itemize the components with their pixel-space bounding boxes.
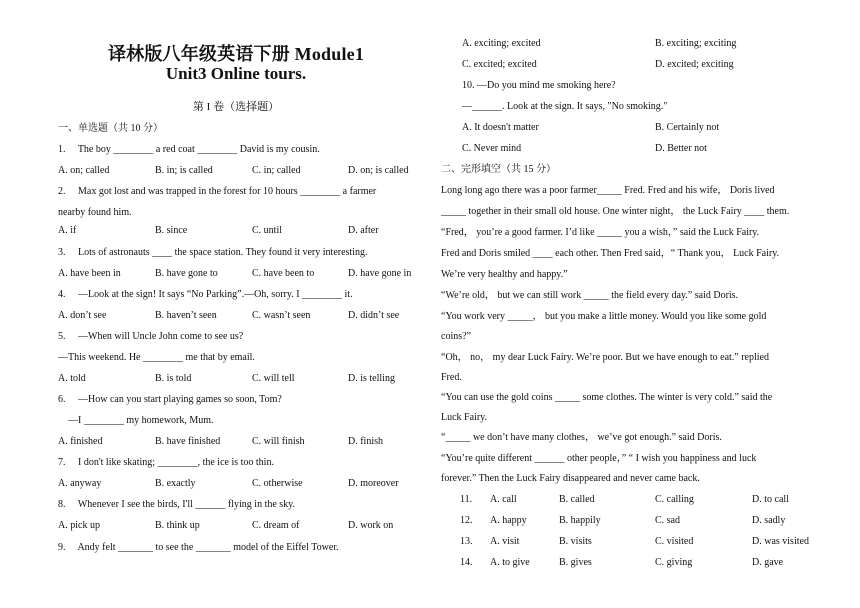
option-b: B. Certainly not [655,122,720,133]
passage-line: “You work very _____， but you make a little money. Would you like some gold [441,311,767,322]
option-b: B. is told [155,373,192,384]
option-b: B. have gone to [155,268,218,279]
option-d: D. have gone in [348,268,412,279]
option-b: B. visits [559,536,592,547]
question-1-stem: 1. The boy ________ a red coat ________ David is my cousin. [58,144,320,155]
passage-line: “You can use the gold coins _____ some clothes. The winter is very cold.” said the [441,392,773,403]
passage-line: Fred and Doris smiled ____ each other. Then Fred said，“ Thank you， Luck Fairy. [441,248,780,259]
option-d: D. on; is called [348,165,409,176]
question-3-stem: 3. Lots of astronauts ____ the space station. They found it very interesting. [58,247,368,258]
option-a: A. finished [58,436,103,447]
option-a: A. to give [490,557,530,568]
page-title: 译林版八年级英语下册 Module1 [107,44,365,64]
question-number: 13. [460,536,473,547]
question-6-stem: 6. —How can you start playing games so soon, Tom? [58,394,282,405]
passage-line: “You’re quite different ______ other people，” “ I wish you happiness and luck [441,453,757,464]
passage-line: Long long ago there was a poor farmer_____ Fred. Fred and his wife， Doris lived [441,185,775,196]
option-d: D. is telling [348,373,395,384]
option-d: D. moreover [348,478,399,489]
option-c: C. Never mind [462,143,522,154]
option-b: B. exciting; exciting [655,38,737,49]
question-5-stem-cont: —This weekend. He ________ me that by email. [58,352,255,363]
option-d: D. to call [752,494,789,505]
question-number: 14. [460,557,473,568]
option-a: A. have been in [58,268,121,279]
option-d: D. excited; exciting [655,59,734,70]
option-d: D. after [348,225,379,236]
option-c: C. otherwise [252,478,303,489]
option-a: A. don’t see [58,310,107,321]
passage-line: “Oh， no， my dear Luck Fairy. We’re poor. But we have enough to eat.” replied [441,352,769,363]
passage-line: Luck Fairy. [441,412,488,423]
passage-line: We’re very healthy and happy.” [441,269,568,280]
question-10-stem: 10. —Do you mind me smoking here? [462,80,616,91]
section2-heading: 二、完形填空（共 15 分） [441,164,556,175]
option-c: C. until [252,225,283,236]
question-5-stem: 5. —When will Uncle John come to see us? [58,331,244,342]
option-a: A. if [58,225,77,236]
passage-line: “Fred， you’re a good farmer. I’d like _____ you a wish，” said the Luck Fairy. [441,227,760,238]
question-2-stem-cont: nearby found him. [58,207,132,218]
passage-line: coins?” [441,331,471,342]
option-d: D. was visited [752,536,809,547]
option-a: A. told [58,373,86,384]
option-a: A. visit [490,536,520,547]
option-a: A. It doesn't matter [462,122,539,133]
option-d: D. didn’t see [348,310,400,321]
option-c: C. giving [655,557,693,568]
question-10-stem-cont: —______. Look at the sign. It says, "No smoking." [462,101,668,112]
option-d: D. sadly [752,515,786,526]
question-6-stem-cont: —I ________ my homework, Mum. [58,415,214,426]
option-b: B. happily [559,515,601,526]
option-d: D. work on [348,520,394,531]
option-a: A. exciting; excited [462,38,541,49]
option-a: A. pick up [58,520,100,531]
option-b: B. exactly [155,478,196,489]
question-8-stem: 8. Whenever I see the birds, I'll ______ flying in the sky. [58,499,296,510]
option-c: C. will finish [252,436,305,447]
passage-line: “_____ we don’t have many clothes， we’ve got enough.” said Doris. [441,432,722,443]
option-a: A. anyway [58,478,102,489]
option-d: D. Better not [655,143,707,154]
passage-line: “We’re old， but we can still work _____ the field every day.” said Doris. [441,290,739,301]
option-a: A. on; called [58,165,110,176]
option-b: B. have finished [155,436,221,447]
question-4-stem: 4. —Look at the sign! It says “No Parking”.—Oh, sorry. I ________ it. [58,289,353,300]
option-c: C. dream of [252,520,300,531]
option-b: B. gives [559,557,592,568]
option-c: C. will tell [252,373,295,384]
option-d: D. gave [752,557,784,568]
option-c: C. in; called [252,165,301,176]
page-subtitle: Unit3 Online tours. [165,64,307,83]
option-d: D. finish [348,436,383,447]
option-a: A. call [490,494,517,505]
passage-line: _____ together in their small old house. One winter night， the Luck Fairy ____ them. [441,206,790,217]
section1-heading: 一、单选题（共 10 分） [58,123,163,134]
option-c: C. excited; excited [462,59,537,70]
passage-line: forever.” Then the Luck Fairy disappeared and never came back. [441,473,700,484]
option-c: C. calling [655,494,694,505]
volume-label: 第 I 卷（选择题） [192,101,280,113]
question-2-stem: 2. Max got lost and was trapped in the forest for 10 hours ________ a farmer [58,186,377,197]
option-c: C. have been to [252,268,315,279]
option-b: B. haven’t seen [155,310,217,321]
option-c: C. visited [655,536,694,547]
option-a: A. happy [490,515,527,526]
option-b: B. in; is called [155,165,213,176]
passage-line: Fred. [441,372,462,383]
option-c: C. wasn’t seen [252,310,311,321]
option-b: B. called [559,494,595,505]
option-c: C. sad [655,515,680,526]
question-number: 12. [460,515,473,526]
option-b: B. think up [155,520,200,531]
question-9-stem: 9. Andy felt _______ to see the _______ model of the Eiffel Tower. [58,542,339,553]
option-b: B. since [155,225,188,236]
question-7-stem: 7. I don't like skating; ________, the ice is too thin. [58,457,274,468]
question-number: 11. [460,494,473,505]
